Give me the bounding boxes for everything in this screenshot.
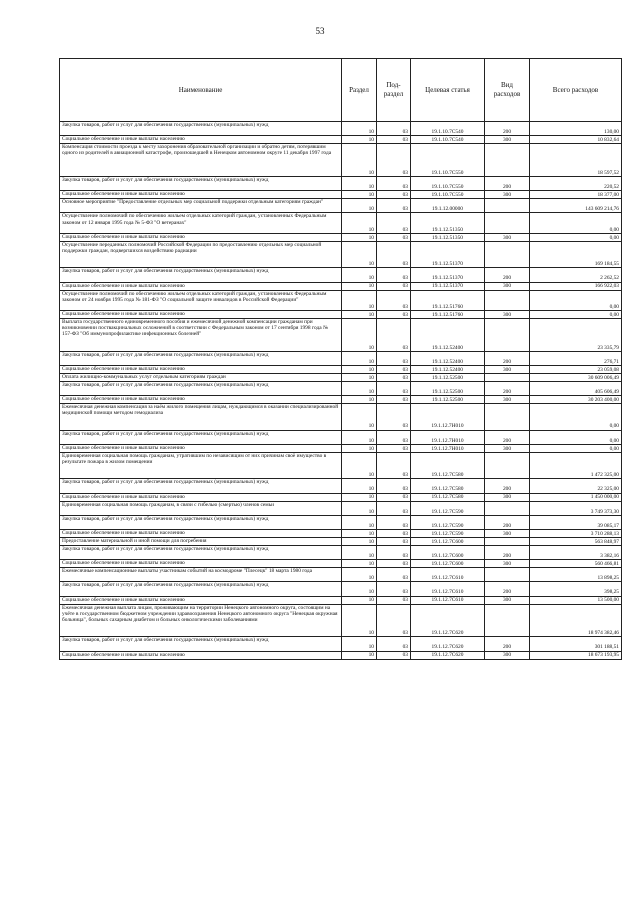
cell-total: 405 606,49 bbox=[530, 381, 622, 395]
header-vid: Вид расходов bbox=[485, 59, 530, 122]
cell-podrazdel: 03 bbox=[377, 176, 411, 190]
cell-podrazdel: 03 bbox=[377, 637, 411, 651]
cell-razdel: 10 bbox=[342, 560, 377, 568]
cell-expense-type: 300 bbox=[485, 191, 530, 199]
cell-expense-type: 200 bbox=[485, 479, 530, 493]
cell-razdel: 10 bbox=[342, 233, 377, 241]
cell-target-article: 19.1.12.51370 bbox=[411, 268, 485, 282]
cell-razdel: 10 bbox=[342, 268, 377, 282]
cell-target-article: 19.1.12.52400 bbox=[411, 365, 485, 373]
cell-total: 18 673 193,95 bbox=[530, 651, 622, 659]
cell-name: Закупка товаров, работ и услуг для обеспечения государственных (муниципальных) нужд bbox=[60, 268, 342, 282]
cell-total: 563 848,97 bbox=[530, 538, 622, 546]
cell-expense-type bbox=[485, 290, 530, 310]
cell-name: Закупка товаров, работ и услуг для обеспечения государственных (муниципальных) нужд bbox=[60, 637, 342, 651]
cell-name: Социальное обеспечение и иные выплаты населению bbox=[60, 136, 342, 144]
cell-total: 276,71 bbox=[530, 351, 622, 365]
cell-target-article: 19.1.12.7Н010 bbox=[411, 444, 485, 452]
cell-podrazdel: 03 bbox=[377, 318, 411, 351]
cell-expense-type: 200 bbox=[485, 430, 530, 444]
cell-razdel: 10 bbox=[342, 604, 377, 637]
cell-podrazdel: 03 bbox=[377, 530, 411, 538]
cell-target-article: 19.1.12.7С620 bbox=[411, 604, 485, 637]
table-row bbox=[60, 568, 622, 582]
cell-name: Оплата жилищно-коммунальных услуг отдельным категориям граждан bbox=[60, 373, 342, 381]
cell-expense-type bbox=[485, 144, 530, 177]
cell-name: Социальное обеспечение и иные выплаты населению bbox=[60, 651, 342, 659]
cell-expense-type: 200 bbox=[485, 176, 530, 190]
cell-expense-type: 300 bbox=[485, 651, 530, 659]
cell-total: 0,00 bbox=[530, 430, 622, 444]
table-row bbox=[60, 381, 622, 395]
cell-name: Социальное обеспечение и иные выплаты населению bbox=[60, 396, 342, 404]
cell-total: 560 466,81 bbox=[530, 560, 622, 568]
cell-expense-type bbox=[485, 373, 530, 381]
cell-razdel: 10 bbox=[342, 546, 377, 560]
table-row bbox=[60, 213, 622, 233]
cell-total: 0,00 bbox=[530, 310, 622, 318]
cell-name: Единовременная социальная помощь гражданам, утратившим по независящим от них причинам своё имущество в результате пожара в жилом помещении bbox=[60, 452, 342, 479]
cell-expense-type bbox=[485, 213, 530, 233]
cell-expense-type bbox=[485, 404, 530, 431]
cell-expense-type: 200 bbox=[485, 582, 530, 596]
cell-podrazdel: 03 bbox=[377, 404, 411, 431]
cell-razdel: 10 bbox=[342, 568, 377, 582]
cell-expense-type bbox=[485, 568, 530, 582]
cell-name: Социальное обеспечение и иные выплаты населению bbox=[60, 233, 342, 241]
cell-name: Осуществление переданных полномочий Российской Федерации по предоставлению отдельных мер социальной поддержки граждан, подвергшихся воздействию радиации bbox=[60, 241, 342, 268]
cell-total: 1 450 000,00 bbox=[530, 493, 622, 501]
table-row bbox=[60, 373, 622, 381]
cell-total: 0,00 bbox=[530, 444, 622, 452]
cell-podrazdel: 03 bbox=[377, 515, 411, 529]
cell-name: Единовременная социальная помощь гражданам, в связи с гибелью (смертью) членов семьи bbox=[60, 501, 342, 515]
cell-podrazdel: 03 bbox=[377, 604, 411, 637]
cell-name: Социальное обеспечение и иные выплаты населению bbox=[60, 365, 342, 373]
table-row bbox=[60, 493, 622, 501]
cell-podrazdel: 03 bbox=[377, 381, 411, 395]
header-razdel: Раздел bbox=[342, 59, 377, 122]
cell-name: Закупка товаров, работ и услуг для обеспечения государственных (муниципальных) нужд bbox=[60, 515, 342, 529]
cell-total: 0,00 bbox=[530, 290, 622, 310]
cell-razdel: 10 bbox=[342, 538, 377, 546]
table-row bbox=[60, 122, 622, 136]
table-row bbox=[60, 365, 622, 373]
cell-razdel: 10 bbox=[342, 213, 377, 233]
cell-razdel: 10 bbox=[342, 136, 377, 144]
cell-name: Закупка товаров, работ и услуг для обеспечения государственных (муниципальных) нужд bbox=[60, 582, 342, 596]
cell-podrazdel: 03 bbox=[377, 493, 411, 501]
cell-razdel: 10 bbox=[342, 493, 377, 501]
cell-target-article: 19.1.12.7С590 bbox=[411, 515, 485, 529]
cell-name: Закупка товаров, работ и услуг для обеспечения государственных (муниципальных) нужд bbox=[60, 176, 342, 190]
cell-podrazdel: 03 bbox=[377, 560, 411, 568]
table-row bbox=[60, 396, 622, 404]
cell-podrazdel: 03 bbox=[377, 479, 411, 493]
cell-expense-type bbox=[485, 604, 530, 637]
cell-total: 10 832,64 bbox=[530, 136, 622, 144]
cell-podrazdel: 03 bbox=[377, 651, 411, 659]
cell-razdel: 10 bbox=[342, 365, 377, 373]
cell-podrazdel: 03 bbox=[377, 538, 411, 546]
cell-target-article: 19.1.12.7Н010 bbox=[411, 404, 485, 431]
cell-target-article: 19.1.12.51760 bbox=[411, 310, 485, 318]
cell-razdel: 10 bbox=[342, 144, 377, 177]
cell-expense-type: 300 bbox=[485, 396, 530, 404]
cell-total: 18 377,00 bbox=[530, 191, 622, 199]
cell-podrazdel: 03 bbox=[377, 596, 411, 604]
cell-target-article: 19.1.12.51760 bbox=[411, 290, 485, 310]
table-row bbox=[60, 144, 622, 177]
cell-expense-type: 200 bbox=[485, 381, 530, 395]
cell-target-article: 19.1.10.7С540 bbox=[411, 136, 485, 144]
table-row bbox=[60, 501, 622, 515]
cell-total: 23 059,08 bbox=[530, 365, 622, 373]
cell-razdel: 10 bbox=[342, 596, 377, 604]
table-row bbox=[60, 282, 622, 290]
cell-target-article: 19.1.12.7С590 bbox=[411, 501, 485, 515]
table-row bbox=[60, 290, 622, 310]
cell-target-article: 19.1.12.52500 bbox=[411, 381, 485, 395]
cell-target-article: 19.1.12.51350 bbox=[411, 213, 485, 233]
table-row bbox=[60, 560, 622, 568]
cell-target-article: 19.1.12.00000 bbox=[411, 199, 485, 213]
cell-podrazdel: 03 bbox=[377, 396, 411, 404]
cell-total: 301 188,51 bbox=[530, 637, 622, 651]
cell-target-article: 19.1.12.7Н010 bbox=[411, 430, 485, 444]
cell-name: Социальное обеспечение и иные выплаты населению bbox=[60, 493, 342, 501]
cell-expense-type: 200 bbox=[485, 122, 530, 136]
cell-name: Закупка товаров, работ и услуг для обеспечения государственных (муниципальных) нужд bbox=[60, 351, 342, 365]
cell-expense-type: 300 bbox=[485, 493, 530, 501]
cell-expense-type: 200 bbox=[485, 268, 530, 282]
cell-name: Социальное обеспечение и иные выплаты населению bbox=[60, 560, 342, 568]
cell-podrazdel: 03 bbox=[377, 191, 411, 199]
cell-expense-type: 300 bbox=[485, 282, 530, 290]
cell-name: Закупка товаров, работ и услуг для обеспечения государственных (муниципальных) нужд bbox=[60, 479, 342, 493]
cell-razdel: 10 bbox=[342, 404, 377, 431]
table-header-row bbox=[60, 59, 622, 122]
cell-target-article: 19.1.12.52500 bbox=[411, 373, 485, 381]
cell-total: 30 609 006,49 bbox=[530, 373, 622, 381]
cell-total: 166 922,03 bbox=[530, 282, 622, 290]
table-row bbox=[60, 191, 622, 199]
cell-expense-type: 200 bbox=[485, 546, 530, 560]
cell-name: Осуществление полномочий по обеспечению жильем отдельных категорий граждан, установленных Федеральным законом от 24 ноября 1995 года № 181-ФЗ "О социальной защите инвалидов в Российской Федерации" bbox=[60, 290, 342, 310]
cell-name: Закупка товаров, работ и услуг для обеспечения государственных (муниципальных) нужд bbox=[60, 122, 342, 136]
table-row bbox=[60, 136, 622, 144]
cell-expense-type: 300 bbox=[485, 530, 530, 538]
cell-podrazdel: 03 bbox=[377, 241, 411, 268]
cell-razdel: 10 bbox=[342, 396, 377, 404]
cell-podrazdel: 03 bbox=[377, 373, 411, 381]
cell-razdel: 10 bbox=[342, 176, 377, 190]
cell-target-article: 19.1.12.52400 bbox=[411, 351, 485, 365]
table-row bbox=[60, 233, 622, 241]
cell-podrazdel: 03 bbox=[377, 452, 411, 479]
cell-podrazdel: 03 bbox=[377, 122, 411, 136]
cell-name: Социальное обеспечение и иные выплаты населению bbox=[60, 310, 342, 318]
cell-razdel: 10 bbox=[342, 351, 377, 365]
cell-total: 169 184,55 bbox=[530, 241, 622, 268]
cell-podrazdel: 03 bbox=[377, 136, 411, 144]
header-podrazdel: Под-раздел bbox=[377, 59, 411, 122]
cell-razdel: 10 bbox=[342, 122, 377, 136]
table-row bbox=[60, 596, 622, 604]
cell-name: Социальное обеспечение и иные выплаты населению bbox=[60, 596, 342, 604]
table-row bbox=[60, 515, 622, 529]
cell-target-article: 19.1.10.7С550 bbox=[411, 191, 485, 199]
cell-total: 30 203 400,00 bbox=[530, 396, 622, 404]
cell-total: 398,25 bbox=[530, 582, 622, 596]
cell-total: 1 472 325,00 bbox=[530, 452, 622, 479]
cell-razdel: 10 bbox=[342, 282, 377, 290]
cell-name: Социальное обеспечение и иные выплаты населению bbox=[60, 191, 342, 199]
cell-expense-type: 300 bbox=[485, 136, 530, 144]
cell-name: Компенсация стоимости проезда к месту захоронения образовательной организации и обратно детям, потерявшим одного из родителей в авиационной катастрофе, произошедшей в Ненецком автономном округе 11 декабря 1997 года bbox=[60, 144, 342, 177]
table-row bbox=[60, 318, 622, 351]
cell-target-article: 19.1.12.7С590 bbox=[411, 530, 485, 538]
table-row bbox=[60, 199, 622, 213]
cell-expense-type bbox=[485, 538, 530, 546]
cell-expense-type: 300 bbox=[485, 596, 530, 604]
cell-razdel: 10 bbox=[342, 651, 377, 659]
cell-target-article: 19.1.12.7С600 bbox=[411, 546, 485, 560]
cell-razdel: 10 bbox=[342, 318, 377, 351]
cell-name: Закупка товаров, работ и услуг для обеспечения государственных (муниципальных) нужд bbox=[60, 546, 342, 560]
cell-razdel: 10 bbox=[342, 241, 377, 268]
cell-target-article: 19.1.12.7С580 bbox=[411, 479, 485, 493]
cell-name: Основное мероприятие "Предоставление отдельных мер социальной поддержки отдельным категориям граждан" bbox=[60, 199, 342, 213]
cell-name: Социальное обеспечение и иные выплаты населению bbox=[60, 530, 342, 538]
cell-target-article: 19.1.12.7С620 bbox=[411, 637, 485, 651]
cell-razdel: 10 bbox=[342, 444, 377, 452]
cell-total: 0,00 bbox=[530, 233, 622, 241]
cell-target-article: 19.1.12.51370 bbox=[411, 241, 485, 268]
table-row bbox=[60, 651, 622, 659]
cell-razdel: 10 bbox=[342, 199, 377, 213]
cell-target-article: 19.1.10.7С540 bbox=[411, 122, 485, 136]
table-row bbox=[60, 268, 622, 282]
cell-total: 3 710 288,13 bbox=[530, 530, 622, 538]
header-stat: Целевая статья bbox=[411, 59, 485, 122]
cell-name: Социальное обеспечение и иные выплаты населению bbox=[60, 282, 342, 290]
cell-name: Выплата государственного единовременного пособия и ежемесячной денежной компенсации гражданам при возникновении поствакцинальных осложнений в соответствии с Федеральным законом от 17 сентября 1998 года № 157-ФЗ "Об иммунопрофилактике инфекционных болезней" bbox=[60, 318, 342, 351]
cell-total: 3 382,16 bbox=[530, 546, 622, 560]
cell-expense-type: 300 bbox=[485, 233, 530, 241]
cell-razdel: 10 bbox=[342, 479, 377, 493]
table-row bbox=[60, 444, 622, 452]
table-row bbox=[60, 176, 622, 190]
cell-target-article: 19.1.12.7С610 bbox=[411, 596, 485, 604]
cell-total: 23 335,79 bbox=[530, 318, 622, 351]
cell-target-article: 19.1.12.7С580 bbox=[411, 493, 485, 501]
table-row bbox=[60, 546, 622, 560]
cell-total: 0,00 bbox=[530, 213, 622, 233]
cell-razdel: 10 bbox=[342, 515, 377, 529]
table-row bbox=[60, 538, 622, 546]
cell-expense-type: 300 bbox=[485, 560, 530, 568]
cell-razdel: 10 bbox=[342, 530, 377, 538]
table-row bbox=[60, 452, 622, 479]
cell-podrazdel: 03 bbox=[377, 351, 411, 365]
table-row bbox=[60, 404, 622, 431]
cell-target-article: 19.1.10.7С550 bbox=[411, 176, 485, 190]
cell-razdel: 10 bbox=[342, 637, 377, 651]
cell-name: Предоставление материальной и иной помощи для погребения bbox=[60, 538, 342, 546]
cell-razdel: 10 bbox=[342, 191, 377, 199]
cell-name: Ежемесячные компенсационные выплаты участникам событий на космодроме "Плесецк" 18 марта 1980 года bbox=[60, 568, 342, 582]
cell-podrazdel: 03 bbox=[377, 233, 411, 241]
page-number: 53 bbox=[315, 26, 325, 36]
cell-podrazdel: 03 bbox=[377, 430, 411, 444]
cell-expense-type: 200 bbox=[485, 351, 530, 365]
cell-expense-type bbox=[485, 452, 530, 479]
table-row bbox=[60, 241, 622, 268]
cell-target-article: 19.1.12.7С580 bbox=[411, 452, 485, 479]
table-body bbox=[60, 122, 622, 660]
cell-razdel: 10 bbox=[342, 430, 377, 444]
cell-name: Ежемесячная денежная выплата лицам, проживающим на территории Ненецкого автономного округа, состоящим на учёте в государственном бюджетном учреждении здравоохранения Ненецкого автономного округа "Ненецкая окружная больница", больных сахарным диабетом и больных онкологическими заболеваниями bbox=[60, 604, 342, 637]
cell-expense-type bbox=[485, 241, 530, 268]
cell-total: 13 500,00 bbox=[530, 596, 622, 604]
cell-target-article: 19.1.12.7С620 bbox=[411, 651, 485, 659]
table-row bbox=[60, 637, 622, 651]
cell-target-article: 19.1.12.51350 bbox=[411, 233, 485, 241]
cell-expense-type bbox=[485, 318, 530, 351]
cell-total: 13 898,25 bbox=[530, 568, 622, 582]
budget-table bbox=[59, 58, 622, 660]
cell-total: 0,00 bbox=[530, 404, 622, 431]
cell-target-article: 19.1.10.7С550 bbox=[411, 144, 485, 177]
cell-expense-type: 200 bbox=[485, 515, 530, 529]
cell-razdel: 10 bbox=[342, 381, 377, 395]
cell-podrazdel: 03 bbox=[377, 501, 411, 515]
cell-total: 18 974 382,46 bbox=[530, 604, 622, 637]
cell-name: Закупка товаров, работ и услуг для обеспечения государственных (муниципальных) нужд bbox=[60, 430, 342, 444]
cell-total: 143 609 214,76 bbox=[530, 199, 622, 213]
cell-podrazdel: 03 bbox=[377, 568, 411, 582]
table-row bbox=[60, 582, 622, 596]
cell-name: Осуществление полномочий по обеспечению жильем отдельных категорий граждан, установленных Федеральным законом от 12 января 1995 года № 5-ФЗ "О ветеранах" bbox=[60, 213, 342, 233]
cell-expense-type bbox=[485, 199, 530, 213]
cell-total: 220,52 bbox=[530, 176, 622, 190]
cell-expense-type bbox=[485, 501, 530, 515]
cell-podrazdel: 03 bbox=[377, 310, 411, 318]
cell-expense-type: 200 bbox=[485, 637, 530, 651]
header-name: Наименование bbox=[60, 59, 342, 122]
cell-total: 22 325,00 bbox=[530, 479, 622, 493]
cell-target-article: 19.1.12.51370 bbox=[411, 282, 485, 290]
cell-target-article: 19.1.12.7С600 bbox=[411, 538, 485, 546]
cell-podrazdel: 03 bbox=[377, 144, 411, 177]
cell-name: Закупка товаров, работ и услуг для обеспечения государственных (муниципальных) нужд bbox=[60, 381, 342, 395]
cell-razdel: 10 bbox=[342, 373, 377, 381]
cell-razdel: 10 bbox=[342, 501, 377, 515]
cell-razdel: 10 bbox=[342, 310, 377, 318]
table-row bbox=[60, 430, 622, 444]
cell-razdel: 10 bbox=[342, 290, 377, 310]
cell-podrazdel: 03 bbox=[377, 213, 411, 233]
cell-target-article: 19.1.12.7С600 bbox=[411, 560, 485, 568]
cell-razdel: 10 bbox=[342, 582, 377, 596]
cell-target-article: 19.1.12.52400 bbox=[411, 318, 485, 351]
table-row bbox=[60, 351, 622, 365]
cell-target-article: 19.1.12.52500 bbox=[411, 396, 485, 404]
cell-razdel: 10 bbox=[342, 452, 377, 479]
table-row bbox=[60, 479, 622, 493]
cell-name: Ежемесячная денежная компенсация за наём жилого помещения лицам, нуждающимся в оказании специализированной медицинской помощи методом гемодиализа bbox=[60, 404, 342, 431]
table-row bbox=[60, 530, 622, 538]
cell-total: 18 597,52 bbox=[530, 144, 622, 177]
header-total: Всего расходов bbox=[530, 59, 622, 122]
cell-expense-type: 300 bbox=[485, 365, 530, 373]
table-row bbox=[60, 604, 622, 637]
cell-podrazdel: 03 bbox=[377, 365, 411, 373]
cell-name: Социальное обеспечение и иные выплаты населению bbox=[60, 444, 342, 452]
cell-expense-type: 300 bbox=[485, 310, 530, 318]
cell-total: 130,00 bbox=[530, 122, 622, 136]
cell-total: 2 262,52 bbox=[530, 268, 622, 282]
cell-target-article: 19.1.12.7С610 bbox=[411, 582, 485, 596]
cell-total: 39 085,17 bbox=[530, 515, 622, 529]
cell-podrazdel: 03 bbox=[377, 582, 411, 596]
cell-target-article: 19.1.12.7С610 bbox=[411, 568, 485, 582]
cell-podrazdel: 03 bbox=[377, 282, 411, 290]
cell-total: 3 749 373,30 bbox=[530, 501, 622, 515]
cell-podrazdel: 03 bbox=[377, 199, 411, 213]
cell-podrazdel: 03 bbox=[377, 268, 411, 282]
cell-podrazdel: 03 bbox=[377, 546, 411, 560]
table-row bbox=[60, 310, 622, 318]
cell-expense-type: 300 bbox=[485, 444, 530, 452]
cell-podrazdel: 03 bbox=[377, 290, 411, 310]
cell-podrazdel: 03 bbox=[377, 444, 411, 452]
